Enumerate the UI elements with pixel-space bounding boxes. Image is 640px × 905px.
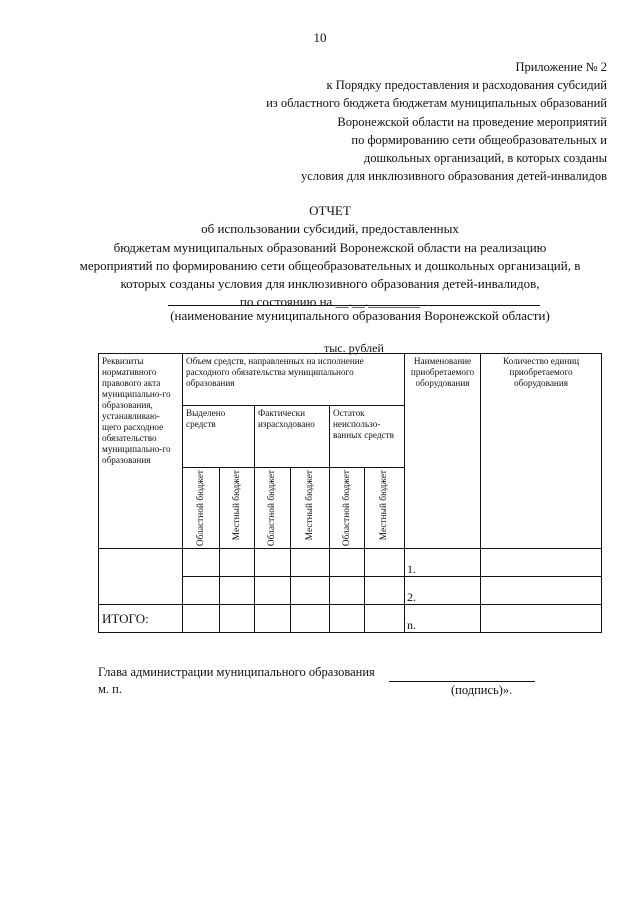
row-number: 2. xyxy=(405,577,481,605)
header-regional-budget: Областной бюджет xyxy=(195,470,206,547)
table-cell xyxy=(220,549,255,577)
table-cell xyxy=(255,549,291,577)
table-cell xyxy=(330,605,365,633)
table-cell xyxy=(291,605,330,633)
table-cell xyxy=(330,577,365,605)
header-local-budget: Местный бюджет xyxy=(231,470,242,541)
appendix-line: по формированию сети общеобразовательных и xyxy=(351,132,607,147)
header-regional-budget: Областной бюджет xyxy=(267,470,277,547)
municipality-caption: (наименование муниципального образования Воронежской области) xyxy=(170,308,550,323)
table-cell xyxy=(365,549,405,577)
header-equipment-qty: Количество единиц приобретаемого оборудования xyxy=(481,354,602,549)
signature-label: (подпись)». xyxy=(451,683,513,697)
report-table xyxy=(98,353,602,633)
header-local-budget: Местный бюджет xyxy=(304,470,315,541)
table-cell xyxy=(183,605,220,633)
signature-line xyxy=(389,681,535,682)
appendix-line: к Порядку предоставления и расходования субсидий xyxy=(326,78,607,93)
table-cell xyxy=(481,549,602,577)
table-cell xyxy=(255,605,291,633)
total-row xyxy=(99,605,602,633)
appendix-line: условия для инклюзивного образования детей-инвалидов xyxy=(301,169,607,184)
header-volume: Объем средств, направленных на исполнение расходного обязательства муниципального образования xyxy=(183,354,405,406)
table-cell xyxy=(481,577,602,605)
header-requisites: Реквизиты нормативного правового акта муниципально-го образования, устанавливаю-щего расходное обязательство муниципально-го образования xyxy=(99,354,183,549)
stamp-label: м. п. xyxy=(98,682,122,696)
table-cell xyxy=(365,577,405,605)
table-cell xyxy=(255,577,291,605)
appendix-line: Приложение № 2 xyxy=(515,60,607,74)
table-cell xyxy=(220,605,255,633)
total-label: ИТОГО: xyxy=(99,605,183,633)
page-number: 10 xyxy=(313,30,327,45)
report-title-line: ОТЧЕТ xyxy=(309,203,351,218)
report-title xyxy=(50,202,610,312)
header-allocated: Выделено средств xyxy=(183,406,255,468)
head-of-administration-label: Глава администрации муниципального образования xyxy=(98,665,375,679)
table-cell xyxy=(291,549,330,577)
report-date-line: по состоянию на __.__.________ xyxy=(239,294,421,310)
units-label: тыс. рублей xyxy=(324,341,384,355)
header-regional-budget: Областной бюджет xyxy=(341,470,352,547)
header-equipment-name: Наименование приобретаемого оборудования xyxy=(405,354,481,549)
table-cell xyxy=(291,577,330,605)
row-number: n. xyxy=(405,605,481,633)
appendix-line: дошкольных организаций, в которых созданы xyxy=(363,151,607,166)
table-cell xyxy=(183,577,220,605)
table-row xyxy=(99,549,602,577)
municipality-fill-line xyxy=(168,305,540,306)
report-title-line: об использовании субсидий, предоставленных xyxy=(201,221,459,237)
table-cell xyxy=(481,605,602,633)
table-cell xyxy=(330,549,365,577)
table-cell xyxy=(220,577,255,605)
row-number: 1. xyxy=(405,549,481,577)
appendix-header xyxy=(187,58,607,185)
appendix-line: из областного бюджета бюджетам муниципальных образований xyxy=(266,96,607,111)
report-title-line: которых созданы условия для инклюзивного образования детей-инвалидов, xyxy=(120,276,540,292)
report-title-line: бюджетам муниципальных образований Воронежской области на реализацию xyxy=(113,239,547,255)
table-cell xyxy=(183,549,220,577)
table-cell xyxy=(99,549,183,605)
header-spent: Фактически израсходовано xyxy=(255,406,330,468)
appendix-line: Воронежской области на проведение мероприятий xyxy=(337,114,607,129)
report-title-line: мероприятий по формированию сети общеобразовательных и дошкольных организаций, в xyxy=(79,257,581,273)
header-remainder: Остаток неиспользо-ванных средств xyxy=(330,406,405,468)
table-cell xyxy=(365,605,405,633)
header-local-budget: Местный бюджет xyxy=(379,470,389,541)
